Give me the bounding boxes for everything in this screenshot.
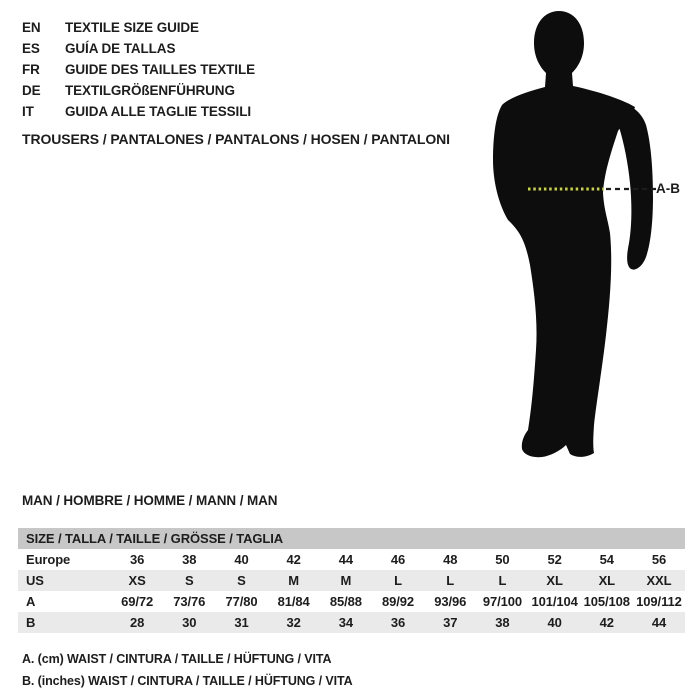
size-cell: 44 (338, 552, 353, 567)
size-cell: 89/92 (382, 594, 415, 609)
row-label: US (26, 573, 44, 588)
size-cell: 52 (547, 552, 562, 567)
size-cell: 44 (651, 615, 667, 630)
size-cell: L (394, 573, 402, 588)
size-cell: 40 (234, 552, 249, 567)
language-guide-list (22, 17, 255, 122)
size-cell: 54 (599, 552, 614, 567)
language-row-it (22, 101, 255, 122)
size-cell: 32 (286, 615, 301, 630)
language-code: ES (22, 41, 40, 56)
language-code: FR (22, 62, 40, 77)
row-label: B (26, 615, 36, 630)
size-cell: 73/76 (173, 594, 206, 609)
footnote-a: A. (cm) WAIST / CINTURA / TAILLE / HÜFTUNG / VITA (22, 652, 332, 666)
section-title-man: MAN / HOMBRE / HOMME / MANN / MAN (22, 493, 278, 508)
size-cell: 30 (182, 615, 197, 630)
language-row-en (22, 17, 255, 38)
table-row-b-inches (18, 612, 685, 633)
language-label: GUIDE DES TAILLES TEXTILE (65, 62, 256, 77)
language-row-fr (22, 59, 255, 80)
language-row-de (22, 80, 255, 101)
man-silhouette-icon (480, 5, 690, 460)
size-cell: 77/80 (225, 594, 258, 609)
size-cell: 36 (390, 615, 406, 630)
man-silhouette-figure (480, 5, 690, 460)
footnote-b: B. (inches) WAIST / CINTURA / TAILLE / HÜFTUNG / VITA (22, 674, 353, 688)
size-cell: 105/108 (583, 594, 630, 609)
waist-measure-label: A-B (656, 181, 680, 196)
size-cell: 42 (286, 552, 301, 567)
size-cell: 85/88 (329, 594, 362, 609)
table-row-us (18, 570, 685, 591)
row-label: A (26, 594, 36, 609)
size-cell: 40 (547, 615, 562, 630)
size-cell: 37 (443, 615, 458, 630)
size-cell: 81/84 (277, 594, 310, 609)
language-label: GUÍA DE TALLAS (65, 41, 176, 56)
size-table (18, 528, 685, 633)
language-code: IT (22, 104, 34, 119)
size-cell: L (498, 573, 507, 588)
language-code: EN (22, 20, 41, 35)
size-cell: 34 (338, 615, 353, 630)
language-label: TEXTILE SIZE GUIDE (65, 20, 199, 35)
size-cell: 31 (234, 615, 249, 630)
size-cell: 48 (443, 552, 458, 567)
size-table-header: SIZE / TALLA / TAILLE / GRÖSSE / TAGLIA (18, 528, 685, 549)
size-cell: 97/100 (482, 594, 522, 609)
measurement-footnotes (22, 648, 353, 692)
category-title: TROUSERS / PANTALONES / PANTALONS / HOSEN / PANTALONI (22, 131, 450, 147)
size-cell: 101/104 (531, 594, 578, 609)
size-cell: M (340, 573, 352, 588)
size-cell: 93/96 (434, 594, 467, 609)
size-cell: 38 (495, 615, 510, 630)
size-cell: L (446, 573, 455, 588)
size-cell: 28 (129, 615, 145, 630)
table-row-europe (18, 549, 685, 570)
size-cell: M (288, 573, 300, 588)
size-cell: 109/112 (636, 594, 682, 609)
language-row-es (22, 38, 255, 59)
size-cell: XXL (646, 573, 672, 588)
table-row-a-cm (18, 591, 685, 612)
language-label: TEXTILGRÖßENFÜHRUNG (65, 83, 235, 98)
size-cell: 36 (129, 552, 145, 567)
size-cell: S (184, 573, 194, 588)
size-cell: 69/72 (121, 594, 154, 609)
size-cell: XL (598, 573, 615, 588)
size-cell: 56 (651, 552, 667, 567)
size-cell: XL (546, 573, 563, 588)
size-cell: 46 (390, 552, 406, 567)
language-label: GUIDA ALLE TAGLIE TESSILI (65, 104, 251, 119)
row-label: Europe (26, 552, 71, 567)
size-cell: S (237, 573, 246, 588)
size-cell: XS (128, 573, 146, 588)
size-cell: 42 (599, 615, 614, 630)
language-code: DE (22, 83, 41, 98)
size-cell: 38 (182, 552, 197, 567)
size-cell: 50 (495, 552, 510, 567)
